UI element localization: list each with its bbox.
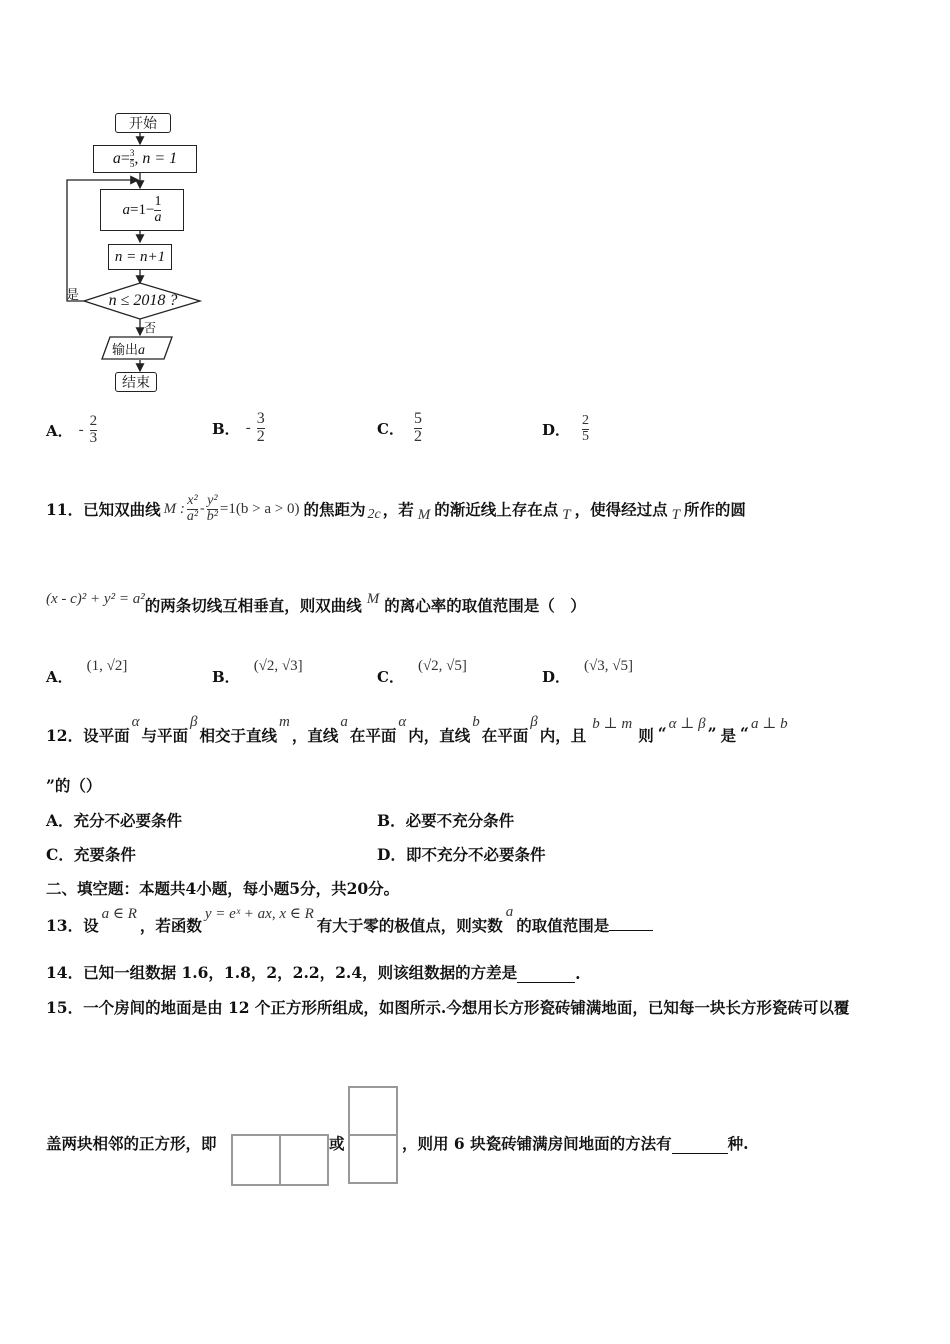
q12-alpha2: α <box>398 714 407 730</box>
q10-option-b-sign: - <box>245 419 251 436</box>
q12-text2: 与平面 <box>141 726 188 745</box>
q11-condition: =1(b > a > 0) <box>219 500 300 517</box>
q12-a: a <box>340 714 348 730</box>
question-14 <box>46 961 581 983</box>
init-box <box>93 145 197 173</box>
output-var: a <box>138 343 146 358</box>
q10-option-b-den: 2 <box>256 427 265 445</box>
q11-number: 11． <box>46 500 84 520</box>
q12-line2-text: ”的（） <box>46 776 102 795</box>
q12-quote-open: “ <box>657 724 667 743</box>
q15-line2a <box>46 1132 217 1154</box>
q12-option-b-text: 必要不充分条件 <box>405 811 515 830</box>
q14-end: . <box>575 964 581 983</box>
q13-text3: 有大于零的极值点，则实数 <box>316 916 503 935</box>
q15-or-text: 或 <box>329 1134 345 1153</box>
q12-beta2: β <box>530 714 538 730</box>
q15-line1-text: 15．一个房间的地面是由 12 个正方形所组成，如图所示.今想用长方形瓷砖铺满地面，已知每一块长方形瓷砖可以覆 <box>46 998 850 1017</box>
init-num: 3 <box>129 148 135 159</box>
q11-minus: - <box>200 501 205 517</box>
q12-text10: 是 <box>720 726 737 745</box>
q12-option-c-text: 充要条件 <box>73 845 136 864</box>
q11-text1: 已知双曲线 <box>83 500 161 520</box>
q11-curve-name: M : <box>163 500 185 517</box>
step2-label: n = n+1 <box>114 248 166 265</box>
init-eq: = <box>120 150 130 167</box>
vertical-tile-bottom <box>348 1134 398 1184</box>
q10-option-d-letter: D． <box>542 420 571 439</box>
init-a: a <box>112 150 121 167</box>
q12-line2 <box>46 774 101 796</box>
q11-b2: b² <box>206 508 218 524</box>
q11-frac-y <box>207 494 218 524</box>
q11-option-b[interactable] <box>212 658 303 687</box>
q13-answer-blank[interactable] <box>609 904 653 931</box>
q12-b: b <box>472 714 480 730</box>
q12-text1: 设平面 <box>83 726 130 745</box>
q11-option-c[interactable] <box>377 658 467 687</box>
q15-line2a-text: 盖两块相邻的正方形，即 <box>46 1134 217 1153</box>
q12-option-a-text: 充分不必要条件 <box>73 811 183 830</box>
q12-option-a[interactable] <box>46 809 182 831</box>
q11-text4: 的渐近线上存在点 <box>434 500 559 520</box>
q11-T: T <box>562 506 571 523</box>
init-rest: , n = 1 <box>134 150 178 167</box>
q11-option-d[interactable] <box>542 658 633 687</box>
q12-text7: 在平面 <box>481 726 529 745</box>
q11-option-d-letter: D． <box>542 668 571 686</box>
q15-or <box>329 1132 345 1154</box>
q11-option-c-value: (√2, √5] <box>417 658 467 674</box>
q12-option-b[interactable] <box>377 809 514 831</box>
q12-text9: 则 <box>638 726 654 745</box>
q13-number: 13． <box>46 916 84 935</box>
q11-T2: T <box>671 506 680 523</box>
q15-line2b <box>402 1132 749 1154</box>
q11-text3: ，若 <box>382 500 414 520</box>
q11-text2: 的焦距为 <box>303 500 366 520</box>
q11-text6: 所作的圆 <box>683 500 746 520</box>
q10-option-c-letter: C． <box>377 419 404 438</box>
q13-text4: 的取值范围是 <box>516 916 610 935</box>
q10-option-c-num: 5 <box>413 410 422 427</box>
horizontal-tile-left <box>231 1134 281 1186</box>
q12-option-d-text: 即不充分不必要条件 <box>405 845 546 864</box>
question-13 <box>46 904 653 936</box>
q11-option-b-value: (√2, √3] <box>253 658 303 674</box>
step1-num: 1 <box>154 193 162 209</box>
q12-text6: 内，直线 <box>408 726 471 745</box>
q11-text5: ，使得经过点 <box>574 500 668 520</box>
step1-den: a <box>154 209 162 225</box>
q12-option-c-letter: C． <box>46 845 74 864</box>
end-label: 结束 <box>122 375 150 391</box>
q15-answer-blank[interactable] <box>672 1135 728 1154</box>
q10-option-a-sign: - <box>78 421 84 438</box>
q12-a-perp-b: a ⊥ b <box>750 716 788 732</box>
q13-a-in-r: a ∈ R <box>101 906 137 922</box>
q12-option-a-letter: A． <box>46 811 74 830</box>
q10-option-a[interactable] <box>46 414 97 447</box>
section-2-heading <box>46 877 399 899</box>
start-box <box>115 113 171 133</box>
q12-text3: 相交于直线 <box>199 726 277 745</box>
q12-text5: 在平面 <box>349 726 397 745</box>
q11-frac-x <box>187 494 198 524</box>
q12-alpha-perp-beta: α ⊥ β <box>668 716 706 732</box>
output-label <box>112 339 145 359</box>
start-label: 开始 <box>129 116 157 132</box>
q12-option-c[interactable] <box>46 843 136 865</box>
q11-line1 <box>46 494 746 524</box>
q11-circle: (x - c)² + y² = a² <box>46 590 145 607</box>
q11-option-c-letter: C． <box>377 668 404 686</box>
update-a-box <box>100 189 184 231</box>
q11-text8: 的离心率的取值范围是（ ） <box>384 596 586 615</box>
update-n-box <box>108 244 172 270</box>
step1-mid: =1− <box>130 201 155 218</box>
q12-line1 <box>46 714 790 746</box>
q11-option-b-letter: B． <box>212 668 240 686</box>
q15-line2b-text: ，则用 6 块瓷砖铺满房间地面的方法有 <box>402 1134 672 1153</box>
output-text: 输出 <box>112 343 139 358</box>
q12-alpha: α <box>131 714 140 730</box>
q13-function: y = eˣ + ax, x ∈ R <box>204 906 314 922</box>
q11-y2: y² <box>207 493 218 508</box>
q11-a2: a² <box>186 508 199 524</box>
q10-option-b-num: 3 <box>256 410 265 427</box>
condition-label: n ≤ 2018 ? <box>108 292 178 309</box>
q12-text4: ，直线 <box>291 726 339 745</box>
q11-option-a-value: (1, √2] <box>86 658 128 674</box>
q11-2c: 2c <box>367 507 381 523</box>
q15-line1 <box>46 996 849 1018</box>
q13-text2: ，若函数 <box>139 916 202 935</box>
q10-option-a-fraction <box>90 414 98 447</box>
q12-number: 12． <box>46 726 84 745</box>
q14-text: 14．已知一组数据 1.6，1.8，2，2.2，2.4，则该组数据的方差是 <box>46 963 518 982</box>
q10-option-d-num: 2 <box>582 413 590 428</box>
q10-option-c[interactable] <box>377 411 422 446</box>
q10-option-b-fraction <box>257 411 265 446</box>
q10-option-d-fraction <box>582 414 589 444</box>
q10-option-a-num: 2 <box>89 413 98 429</box>
q12-b-perp-m: b ⊥ m <box>592 716 633 732</box>
q14-answer-blank[interactable] <box>517 964 575 983</box>
q11-option-d-value: (√3, √5] <box>584 658 633 674</box>
q12-quote-close: ” <box>707 724 717 743</box>
q12-beta: β <box>189 714 198 730</box>
flowchart <box>60 108 220 398</box>
q13-a: a <box>505 904 514 920</box>
q10-option-b[interactable] <box>212 411 265 446</box>
q11-text7: 的两条切线互相垂直，则双曲线 <box>144 596 362 615</box>
q11-x2: x² <box>187 493 198 508</box>
q12-text8: 内，且 <box>539 726 587 745</box>
no-label: 否 <box>144 321 157 335</box>
q10-option-c-den: 2 <box>413 427 422 445</box>
q10-option-d[interactable] <box>542 414 589 444</box>
step1-lhs: a <box>122 201 131 218</box>
q11-M2: M <box>366 590 380 607</box>
q15-line2c-text: 种. <box>727 1134 749 1153</box>
q11-option-a[interactable] <box>46 658 127 687</box>
step1-fraction <box>154 195 161 225</box>
q11-M: M <box>417 506 431 523</box>
end-box <box>115 372 157 392</box>
q10-option-b-letter: B． <box>212 419 240 438</box>
horizontal-tile-right <box>279 1134 329 1186</box>
yes-label: 是 <box>66 288 80 303</box>
q11-option-a-letter: A． <box>46 668 73 686</box>
q10-option-c-fraction <box>414 411 422 446</box>
q12-m: m <box>278 714 290 730</box>
q12-option-d-letter: D． <box>377 845 406 864</box>
q11-line2 <box>46 590 586 616</box>
q10-option-a-letter: A． <box>46 421 73 440</box>
q10-option-a-den: 3 <box>89 429 98 446</box>
q10-option-d-den: 5 <box>582 428 590 444</box>
section-2-text: 二、填空题：本题共4小题，每小题5分，共20分。 <box>46 879 400 898</box>
vertical-tile-top <box>348 1086 398 1136</box>
q12-option-d[interactable] <box>377 843 545 865</box>
init-den: 5 <box>129 158 135 169</box>
q13-text1: 设 <box>83 916 99 935</box>
q12-option-b-letter: B． <box>377 811 406 830</box>
q12-quote-open2: “ <box>740 724 749 743</box>
